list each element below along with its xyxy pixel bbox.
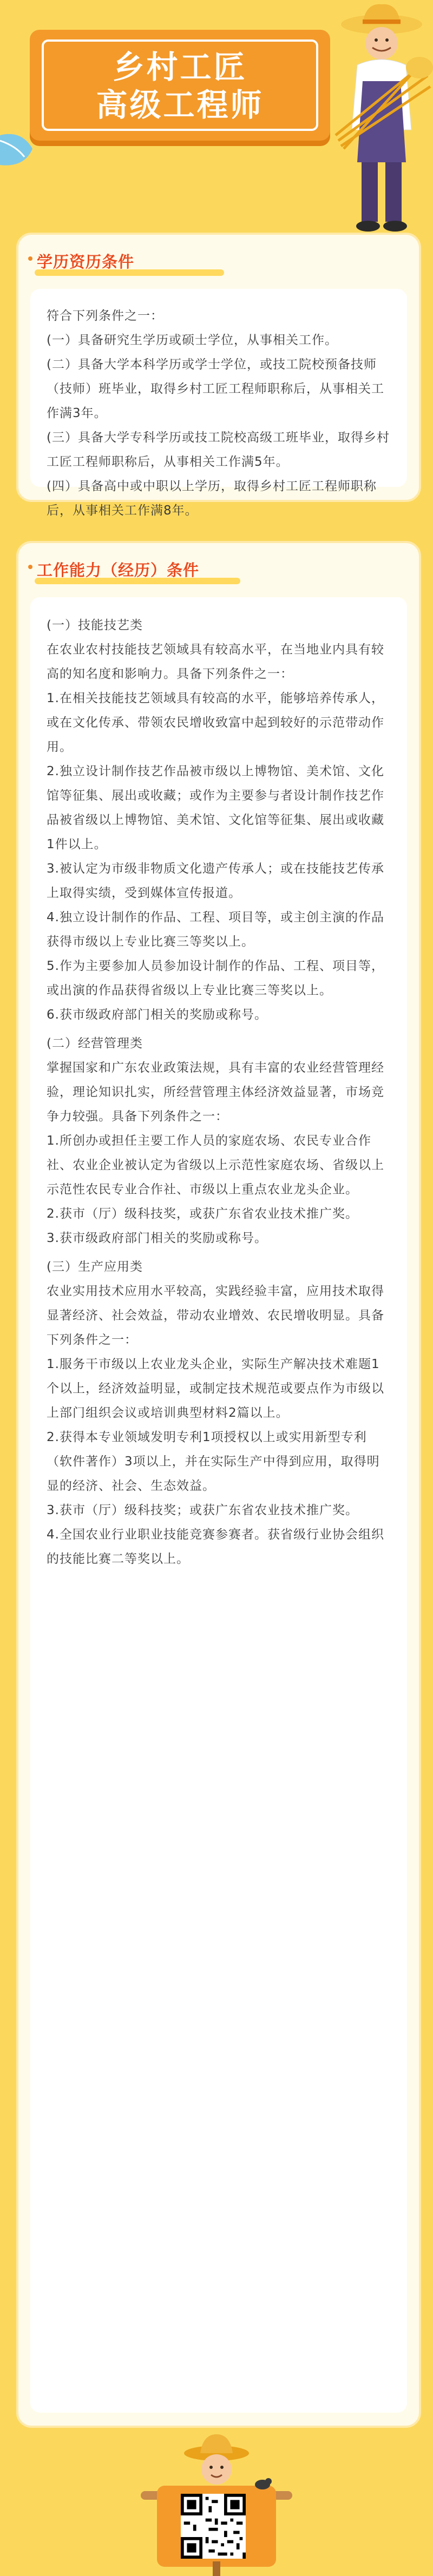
paragraph: 1.所创办或担任主要工作人员的家庭农场、农民专业合作社、农业企业被认定为省级以上示范性家庭农场、省级以上示范性农民专业合作社、市级以上重点农业龙头企业。 (47, 1134, 384, 1197)
work-ability-card (16, 541, 421, 2428)
category-heading: (一）技能技艺类 (47, 618, 143, 632)
paragraph: 符合下列条件之一： (47, 309, 163, 323)
farmer-illustration-icon (325, 0, 433, 238)
paragraph: 在农业农村技能技艺领域具有较高水平，在当地业内具有较高的知名度和影响力。具备下列条件之一： (47, 643, 384, 681)
paragraph: 农业实用技术应用水平较高，实践经验丰富，应用技术取得显著经济、社会效益，带动农业增效、农民增收明显。具备下列条件之一： (47, 1284, 384, 1347)
paragraph: 3.获市级政府部门相关的奖励或称号。 (47, 1231, 267, 1245)
paragraph: 1.服务干市级以上农业龙头企业，实际生产解决技术难题1个以上，经济效益明显，或制定技术规范或要点作为市级以上部门组织会议或培训典型材料2篇以上。 (47, 1357, 384, 1420)
title-dot-icon (28, 565, 32, 569)
header (0, 0, 433, 227)
page-title-line2: 高级工程师 (96, 87, 264, 123)
paragraph: (四）具备高中或中职以上学历，取得乡村工匠工程师职称后，从事相关工作满8年。 (47, 479, 377, 518)
paragraph: 2.获市（厅）级科技奖，或获广东省农业技术推广奖。 (47, 1207, 358, 1221)
education-text (47, 304, 391, 523)
qr-code-icon (181, 2494, 246, 2559)
page-title-line1: 乡村工匠 (113, 49, 247, 85)
education-card (16, 233, 421, 518)
paragraph: 掌握国家和广东农业政策法规，具有丰富的农业经营管理经验，理论知识扎实，所经营管理主体经济效益显著，市场竞争力较强。具备下列条件之一： (47, 1061, 384, 1124)
paragraph: 1.在相关技能技艺领域具有较高的水平，能够培养传承人，或在文化传承、带领农民增收致富中起到较好的示范带动作用。 (47, 691, 384, 754)
section-title-education: 学历资历条件 (37, 253, 135, 271)
category-heading: (二）经营管理类 (47, 1036, 143, 1051)
paragraph: 4.独立设计制作的作品、工程、项目等，或主创主演的作品获得市级以上专业比赛三等奖以上。 (47, 910, 384, 949)
paragraph: 3.被认定为市级非物质文化遗产传承人；或在技能技艺传承上取得实绩，受到媒体宣传报道。 (47, 862, 384, 900)
title-dot-icon (28, 256, 32, 261)
paragraph: 3.获市（厅）级科技奖；或获广东省农业技术推广奖。 (47, 1503, 358, 1517)
paragraph: (三）具备大学专科学历或技工院校高级工班毕业，取得乡村工匠工程师职称后，从事相关工作满5年。 (47, 431, 390, 469)
paragraph: 6.获市级政府部门相关的奖励或称号。 (47, 1008, 267, 1022)
paragraph: 4.全国农业行业职业技能竞赛参赛者。获省级行业协会组织的技能比赛二等奖以上。 (47, 1528, 384, 1566)
paragraph: 2.独立设计制作技艺作品被市级以上博物馆、美术馆、文化馆等征集、展出或收藏；或作为主要参与者设计制作技艺作品被省级以上博物馆、美术馆、文化馆等征集、展出或收藏1件以上。 (47, 764, 384, 851)
section-title-work-ability: 工作能力（经历）条件 (37, 561, 200, 579)
paragraph: 2.获得本专业领域发明专利1项授权以上或实用新型专利（软件著作）3项以上，并在实际生产中得到应用，取得明显的经济、社会、生态效益。 (47, 1430, 380, 1493)
paragraph: 5.作为主要参加人员参加设计制作的作品、工程、项目等，或出演的作品获得省级以上专业比赛三等奖以上。 (47, 959, 384, 998)
paragraph: (一）具备研究生学历或硕士学位，从事相关工作。 (47, 333, 338, 347)
work-ability-text (47, 613, 391, 1571)
paragraph: (二）具备大学本科学历或学士学位，或技工院校预备技师（技师）班毕业，取得乡村工匠工程师职称后，从事相关工作满3年。 (47, 358, 384, 420)
title-banner (30, 30, 330, 141)
category-heading: (三）生产应用类 (47, 1260, 143, 1274)
